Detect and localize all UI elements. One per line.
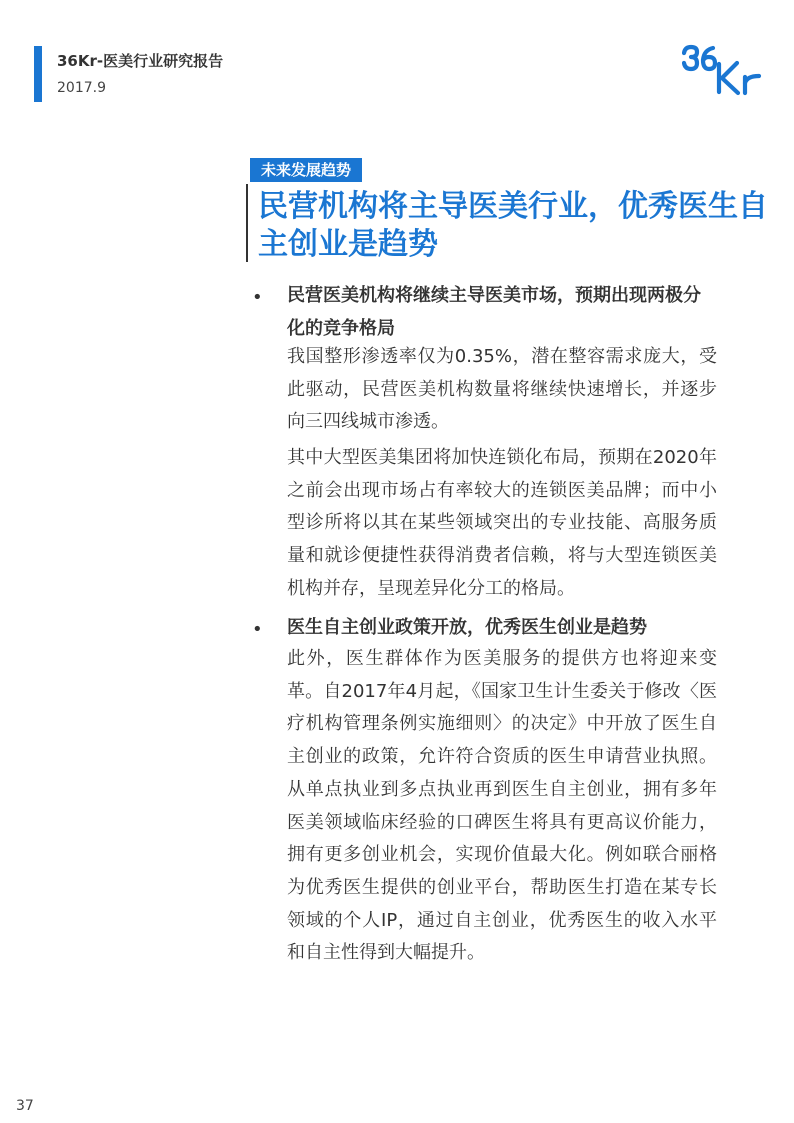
bullet-heading: 民营医美机构将继续主导医美市场，预期出现两极分化的竞争格局 [287,285,701,339]
header-accent-bar [34,46,42,102]
page-number: 37 [16,1098,34,1114]
report-title: 36Kr-医美行业研究报告 [57,52,224,70]
title-rule [246,184,248,262]
body-paragraph: 其中大型医美集团将加快连锁化布局，预期在2020年之前会出现市场占有率较大的连锁医美品牌；而中小型诊所将以其在某些领域突出的专业技能、高服务质量和就诊便捷性获得消费者信赖，将与大型连锁医美机构并存，呈现差异化分工的格局。 [287,447,717,599]
page-title: 民营机构将主导医美行业，优秀医生自主创业是趋势 [258,189,768,262]
report-date: 2017.9 [57,80,106,96]
bullet-heading: 医生自主创业政策开放，优秀医生创业是趋势 [287,617,647,638]
36kr-logo [682,42,764,98]
bullet-marker: • [252,619,263,640]
section-tag: 未来发展趋势 [250,158,362,182]
body-paragraph: 我国整形渗透率仅为0.35%，潜在整容需求庞大，受此驱动，民营医美机构数量将继续快速增长，并逐步向三四线城市渗透。 [287,346,717,433]
bullet-marker: • [252,287,263,308]
body-paragraph: 此外，医生群体作为医美服务的提供方也将迎来变革。自2017年4月起，《国家卫生计生委关于修改〈医疗机构管理条例实施细则〉的决定》中开放了医生自主创业的政策，允许符合资质的医生申请营业执照。从单点执业到多点执业再到医生自主创业，拥有多年医美领域临床经验的口碑医生将具有更高议价能力，拥有更多创业机会，实现价值最大化。例如联合丽格为优秀医生提供的创业平台，帮助医生打造在某专长领域的个人IP，通过自主创业，优秀医生的收入水平和自主性得到大幅提升。 [287,648,717,964]
